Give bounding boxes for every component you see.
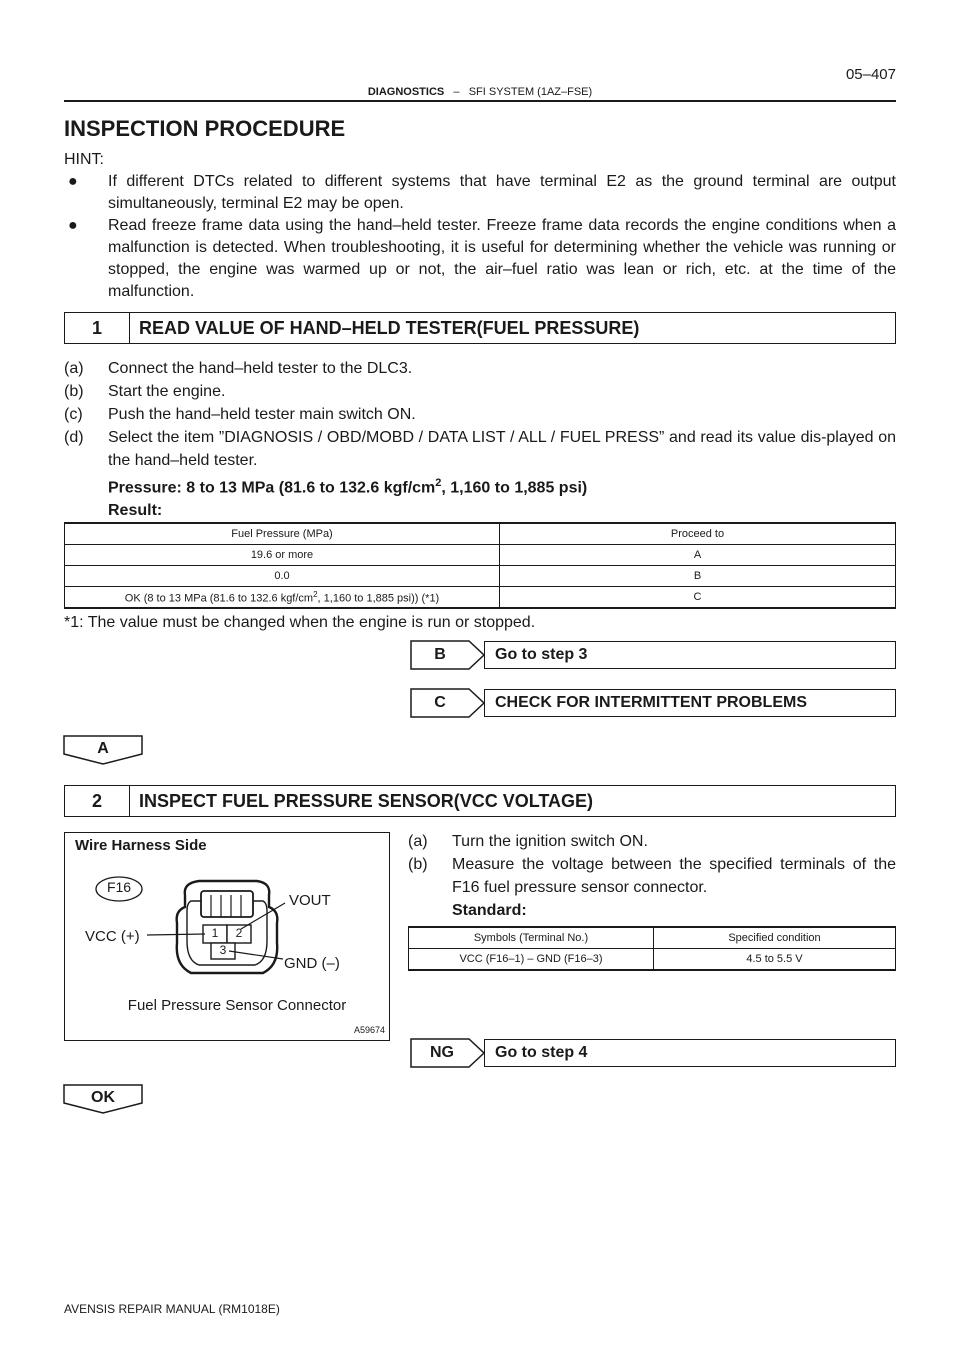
item-text: Select the item ”DIAGNOSIS / OBD/MOBD / DATA LIST / ALL / FUEL PRESS” and read its value dis-played on the hand–held tester.: [108, 429, 896, 469]
step-1-item-b: [64, 380, 896, 403]
table-cell: [65, 587, 500, 609]
footer: AVENSIS REPAIR MANUAL (RM1018E): [64, 1302, 280, 1316]
table-header: Proceed to: [500, 523, 896, 545]
table-header-row: [65, 523, 896, 545]
result-tag-b: B: [434, 646, 446, 663]
item-text: Push the hand–held tester main switch ON.: [108, 406, 416, 423]
diagram-title: Wire Harness Side: [75, 837, 207, 854]
hint-list: [64, 171, 896, 303]
table-cell: C: [500, 587, 896, 609]
item-text: Connect the hand–held tester to the DLC3.: [108, 360, 413, 377]
running-header: [0, 86, 960, 98]
pin-3-label: 3: [219, 943, 227, 957]
label-gnd: GND (–): [284, 955, 340, 972]
table-cell: A: [500, 545, 896, 566]
cell-text-a: OK (8 to 13 MPa (81.6 to 132.6 kgf/cm: [124, 592, 314, 605]
hint-text-2: Read freeze frame data using the hand–held tester. Freeze frame data records the engine conditions when a malfunction is detected. When troubleshooting, it is useful for determining whether the vehicle was running or stopped, the engine was warmed up or not, the air–fuel ratio was lean or rich, etc. at the time of the malfunction.: [108, 217, 896, 300]
header-dash: –: [453, 86, 460, 98]
step-1-item-a: [64, 357, 896, 380]
hint-label: HINT:: [64, 151, 104, 168]
item-text: Measure the voltage between the specified terminals of the F16 fuel pressure sensor connector.: [452, 856, 896, 896]
connector-diagram: [64, 832, 390, 1041]
connector-id: F16: [106, 879, 132, 895]
result-box-ng: [484, 1039, 896, 1067]
result-text-c: CHECK FOR INTERMITTENT PROBLEMS: [495, 694, 807, 711]
step-2-item-a: [408, 830, 896, 853]
table-header: Fuel Pressure (MPa): [65, 523, 500, 545]
step-2-list: [408, 830, 896, 922]
step-2-item-b: [408, 853, 896, 899]
table-header: Symbols (Terminal No.): [409, 927, 654, 949]
hint-bullet-2: [64, 215, 896, 303]
bullet-icon: ●: [68, 173, 78, 190]
result-tag-a: A: [97, 740, 109, 757]
table-cell: VCC (F16–1) – GND (F16–3): [409, 949, 654, 971]
connector-latch: [201, 891, 253, 917]
pressure-spec: [64, 472, 896, 499]
step-2-title: INSPECT FUEL PRESSURE SENSOR(VCC VOLTAGE): [139, 791, 594, 811]
pressure-spec-b: , 1,160 to 1,885 psi): [441, 479, 588, 497]
table-row: [65, 545, 896, 566]
step-1-title: READ VALUE OF HAND–HELD TESTER(FUEL PRESSURE): [139, 318, 640, 338]
cell-text-b: , 1,160 to 1,885 psi)) (*1): [317, 592, 440, 605]
table-cell: 19.6 or more: [65, 545, 500, 566]
diagram-caption: Fuel Pressure Sensor Connector: [127, 997, 347, 1014]
standard-table: [408, 926, 896, 971]
label-vcc: VCC (+): [85, 928, 140, 945]
cell-sup: 2: [313, 589, 318, 599]
result-label: Result:: [108, 502, 163, 520]
result-text-b: Go to step 3: [495, 646, 588, 663]
result-text-ng: Go to step 4: [495, 1044, 588, 1061]
step-1-item-d: [64, 426, 896, 472]
pressure-spec-sup: 2: [435, 477, 442, 489]
page-number: 05–407: [845, 66, 896, 83]
result-tag-ok: OK: [91, 1089, 115, 1106]
step-1-list: [64, 357, 896, 522]
item-text: Start the engine.: [108, 383, 226, 400]
step-2-header: [64, 785, 896, 817]
table-cell: B: [500, 566, 896, 587]
step-1-number: 1: [65, 313, 130, 343]
result-tag-c: C: [434, 694, 446, 711]
standard-label: Standard:: [452, 902, 527, 919]
item-label: (d): [64, 429, 84, 446]
item-label: (b): [408, 856, 428, 873]
hint-text-1: If different DTCs related to different systems that have terminal E2 as the ground terminal are output simultaneously, terminal E2 may be open.: [108, 173, 896, 212]
hint-bullet-1: [64, 171, 896, 215]
pressure-spec-a: Pressure: 8 to 13 MPa (81.6 to 132.6 kgf/cm: [108, 479, 436, 497]
table-row: [409, 949, 896, 971]
step-1-header: [64, 312, 896, 344]
bullet-icon: ●: [68, 217, 78, 234]
label-vout: VOUT: [289, 892, 331, 909]
result-box-b: [484, 641, 896, 669]
pin-1-label: 1: [211, 926, 219, 940]
page-title: INSPECTION PROCEDURE: [64, 116, 346, 141]
footnote: *1: The value must be changed when the engine is run or stopped.: [64, 614, 536, 631]
item-text: Turn the ignition switch ON.: [452, 833, 648, 850]
result-tag-ng: NG: [430, 1044, 454, 1061]
pin-2-label: 2: [235, 926, 243, 940]
item-label: (a): [64, 360, 84, 377]
result-box-c: [484, 689, 896, 717]
header-system: SFI SYSTEM (1AZ–FSE): [468, 86, 593, 98]
table-row: [65, 587, 896, 609]
table-cell: 4.5 to 5.5 V: [654, 949, 896, 971]
table-cell: 0.0: [65, 566, 500, 587]
header-section: DIAGNOSTICS: [367, 86, 445, 98]
result-table: [64, 522, 896, 609]
item-label: (c): [64, 406, 83, 423]
item-label: (a): [408, 833, 428, 850]
step-1-item-c: [64, 403, 896, 426]
header-rule: [64, 100, 896, 102]
table-row: [65, 566, 896, 587]
step-2-number: 2: [65, 786, 130, 816]
table-header: Specified condition: [654, 927, 896, 949]
figure-code: A59674: [353, 1025, 385, 1035]
item-label: (b): [64, 383, 84, 400]
table-header-row: [409, 927, 896, 949]
